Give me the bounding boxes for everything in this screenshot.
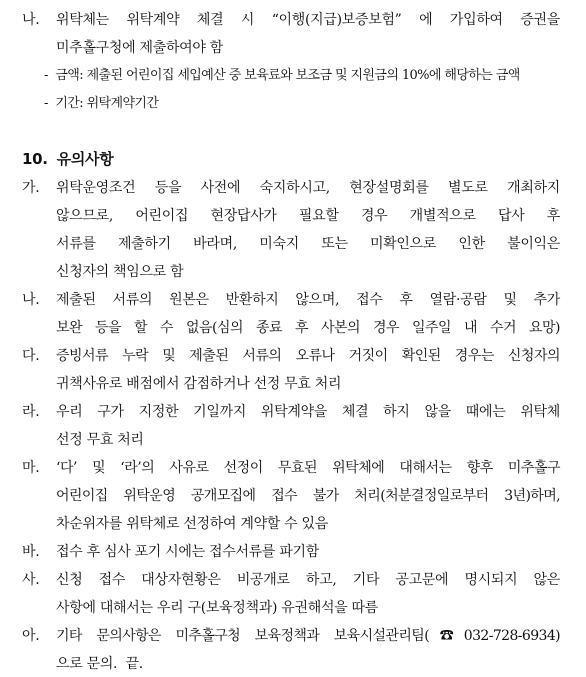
item-ma-line-2 — [56, 486, 560, 506]
detail-text: 기간: 위탁계약기간 — [55, 96, 159, 111]
item-text: 신청자의 책임으로 함 — [56, 264, 184, 280]
item-text: 증빙서류 누락 및 제출된 서류의 오류나 거짓이 확인된 경우는 신청자의 — [56, 348, 560, 364]
item-text: 신청 접수 대상자현황은 비공개로 하고, 기타 공고문에 명시되지 않은 — [56, 572, 560, 588]
item-text: 보완 등을 할 수 없음(심의 종료 후 사본의 경우 일주일 내 수거 요망) — [56, 320, 560, 336]
item-marker: 아. — [22, 628, 40, 644]
item-text: 사항에 대해서는 우리 구(보육정책과) 유권해석을 따름 — [56, 600, 379, 616]
item-da-line-2 — [56, 374, 341, 394]
item-text: 우리 구가 지정한 기일까지 위탁계약을 체결 하지 않을 때에는 위탁체 — [56, 404, 560, 420]
item-marker: 바. — [22, 544, 40, 560]
section-number: 10. — [22, 150, 48, 168]
item-marker: 다. — [22, 348, 40, 364]
item-na-line-2 — [56, 318, 560, 338]
item-text: 으로 문의. 끝. — [56, 656, 143, 672]
item-text: 선정 무효 처리 — [56, 432, 144, 448]
item-text: 차순위자를 위탁체로 선정하여 계약할 수 있음 — [56, 516, 329, 532]
item-text: ‘다’ 및 ‘라’의 사유로 선정이 무효된 위탁체에 대해서는 향후 미추홀구 — [56, 460, 560, 476]
item-ga-line-3 — [56, 234, 560, 254]
item-text: 않으므로, 어린이집 현장답사가 필요할 경우 개별적으로 답사 후 — [56, 208, 560, 224]
item-text: 접수 후 심사 포기 시에는 접수서류를 파기함 — [56, 544, 319, 560]
detail-marker: - — [44, 68, 48, 83]
item-text: 위탁운영조건 등을 사전에 숙지하시고, 현장설명회를 별도로 개최하지 — [56, 180, 560, 196]
item-text: 미추홀구청에 제출하여야 함 — [56, 40, 223, 56]
item-marker: 가. — [22, 180, 40, 196]
item-text: 서류를 제출하기 바라며, 미숙지 또는 미확인으로 인한 불이익은 — [56, 236, 560, 252]
detail-amount — [44, 66, 520, 86]
item-text: 귀책사유로 배점에서 감점하거나 선정 무효 처리 — [56, 376, 342, 392]
item-marker: 나. — [22, 12, 40, 28]
detail-period — [44, 94, 158, 114]
item-marker: 사. — [22, 572, 40, 588]
item-ma-line-3 — [56, 514, 328, 534]
section-heading — [22, 149, 113, 169]
item-marker: 마. — [22, 460, 40, 476]
item-text: 제출된 서류의 원본은 반환하지 않으며, 접수 후 열람·공람 및 추가 — [56, 292, 560, 308]
item-marker: 라. — [22, 404, 40, 420]
item-ga-line-4 — [56, 262, 183, 282]
detail-marker: - — [44, 96, 48, 111]
section-title: 유의사항 — [56, 150, 114, 168]
item-ga-line-2 — [56, 206, 560, 226]
item-sa-line-2 — [56, 598, 378, 618]
item-text: 기타 문의사항은 미추홀구청 보육정책과 보육시설관리팀(☎032-728-6934) — [56, 628, 560, 644]
item-text: 어린이집 위탁운영 공개모집에 접수 불가 처리(처분결정일로부터 3년)하며, — [56, 488, 560, 504]
item-marker: 나. — [22, 292, 40, 308]
item-a-line-2 — [56, 654, 143, 674]
intro-item-na-line-2 — [56, 38, 223, 58]
item-ra-line-2 — [56, 430, 144, 450]
detail-text: 금액: 제출된 어린이집 세입예산 중 보육료와 보조금 및 지원금의 10%에 해당하는 금액 — [55, 68, 520, 83]
item-text: 위탁체는 위탁계약 체결 시 “이행(지급)보증보험” 에 가입하여 증권을 — [56, 12, 560, 28]
